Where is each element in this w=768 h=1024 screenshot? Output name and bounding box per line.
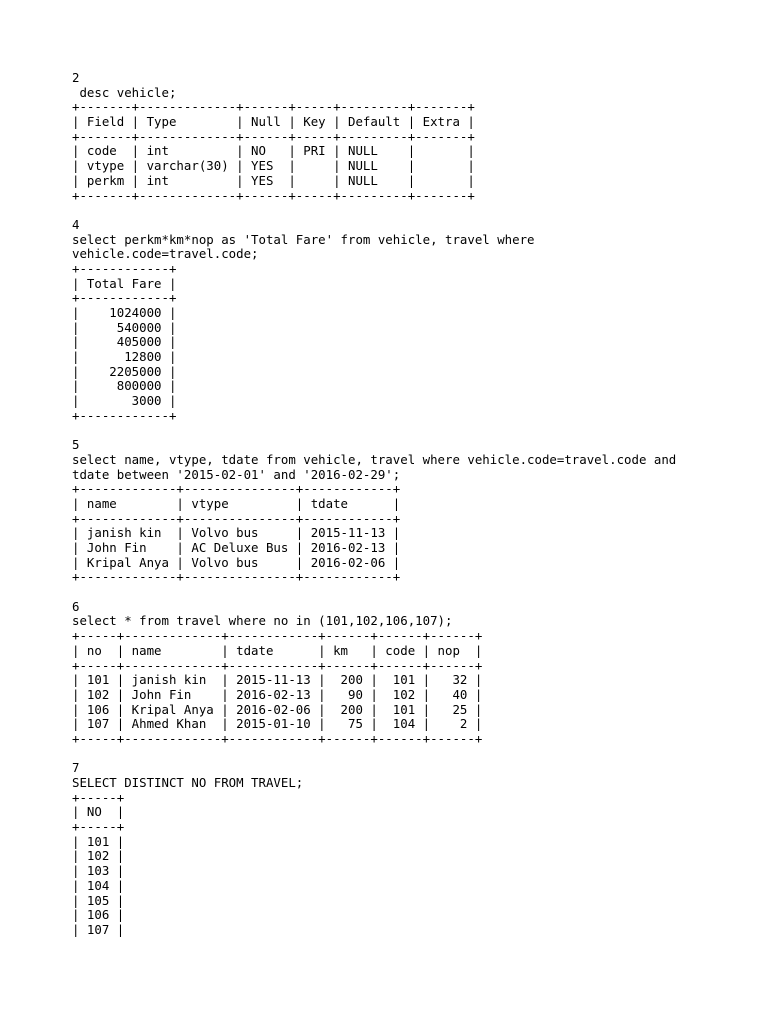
text-line: | 800000 |: [72, 378, 177, 394]
text-line: +-------+-------------+------+-----+---------+-------+: [72, 128, 475, 144]
text-line: +-----+: [72, 819, 125, 835]
question-number: 4: [72, 216, 80, 232]
text-line: | 101 |: [72, 833, 125, 849]
block-spacer: [72, 585, 752, 600]
text-line: | 405000 |: [72, 334, 177, 350]
text-line: | 540000 |: [72, 319, 177, 335]
text-line: | perkm | int | YES | | NULL | |: [72, 172, 475, 188]
text-line: | name | vtype | tdate |: [72, 495, 401, 511]
text-line: | 12800 |: [72, 349, 177, 365]
text-line: +-----+-------------+------------+------+------+------+: [72, 657, 483, 673]
document-page: [72, 71, 752, 938]
text-line: | 107 |: [72, 921, 125, 937]
question-number: 6: [72, 598, 80, 614]
question-number: 5: [72, 437, 80, 453]
text-line: desc vehicle;: [72, 84, 177, 100]
block-spacer: [72, 424, 752, 439]
text-line: | code | int | NO | PRI | NULL | |: [72, 143, 475, 159]
text-line: | John Fin | AC Deluxe Bus | 2016-02-13 |: [72, 540, 401, 555]
text-line: | 107 | Ahmed Khan | 2015-01-10 | 75 | 104 | 2 |: [72, 716, 483, 732]
text-line: +-------+-------------+------+-----+---------+-------+: [72, 187, 475, 203]
text-line: +------------+: [72, 260, 177, 276]
text-line: select perkm*km*nop as 'Total Fare' from vehicle, travel where: [72, 231, 535, 247]
query-block-q6: [72, 600, 752, 747]
text-line: | 101 | janish kin | 2015-11-13 | 200 | 101 | 32 |: [72, 672, 483, 688]
text-line: +-------------+---------------+------------+: [72, 481, 401, 497]
text-line: +------------+: [72, 290, 177, 306]
text-line: | 105 |: [72, 892, 125, 908]
block-spacer: [72, 747, 752, 762]
text-line: +-----+: [72, 789, 125, 805]
text-line: | janish kin | Volvo bus | 2015-11-13 |: [72, 525, 401, 541]
text-line: SELECT DISTINCT NO FROM TRAVEL;: [72, 775, 304, 790]
text-line: | 106 |: [72, 907, 125, 923]
text-line: | 102 | John Fin | 2016-02-13 | 90 | 102 | 40 |: [72, 686, 483, 702]
block-spacer: [72, 203, 752, 218]
text-line: | 1024000 |: [72, 305, 177, 320]
text-line: vehicle.code=travel.code;: [72, 246, 259, 262]
text-line: select * from travel where no in (101,102,106,107);: [72, 613, 453, 629]
text-line: select name, vtype, tdate from vehicle, travel where vehicle.code=travel.code and: [72, 451, 677, 467]
text-line: | 103 |: [72, 863, 125, 879]
text-line: | NO |: [72, 804, 125, 820]
text-line: | 102 |: [72, 848, 125, 864]
query-block-q4: [72, 218, 752, 424]
text-line: tdate between '2015-02-01' and '2016-02-29';: [72, 466, 401, 482]
text-line: | Kripal Anya | Volvo bus | 2016-02-06 |: [72, 554, 401, 570]
query-block-q7: [72, 761, 752, 937]
text-line: | no | name | tdate | km | code | nop |: [72, 642, 483, 658]
text-line: +-----+-------------+------------+------+------+------+: [72, 628, 483, 644]
text-line: | Total Fare |: [72, 275, 177, 291]
query-block-q5: [72, 438, 752, 585]
question-number: 7: [72, 760, 80, 776]
text-line: | 106 | Kripal Anya | 2016-02-06 | 200 | 101 | 25 |: [72, 701, 483, 717]
text-line: +-------------+---------------+------------+: [72, 569, 401, 585]
text-line: | vtype | varchar(30) | YES | | NULL | |: [72, 158, 475, 174]
text-line: +-------------+---------------+------------+: [72, 510, 401, 526]
text-line: | 3000 |: [72, 393, 177, 409]
text-line: | 104 |: [72, 877, 125, 893]
text-line: +-----+-------------+------------+------+------+------+: [72, 730, 483, 746]
text-line: +------------+: [72, 407, 177, 423]
text-line: +-------+-------------+------+-----+---------+-------+: [72, 99, 475, 115]
text-line: | 2205000 |: [72, 363, 177, 379]
text-line: | Field | Type | Null | Key | Default | Extra |: [72, 114, 475, 130]
question-number: 2: [72, 70, 80, 85]
query-block-q2: [72, 71, 752, 203]
